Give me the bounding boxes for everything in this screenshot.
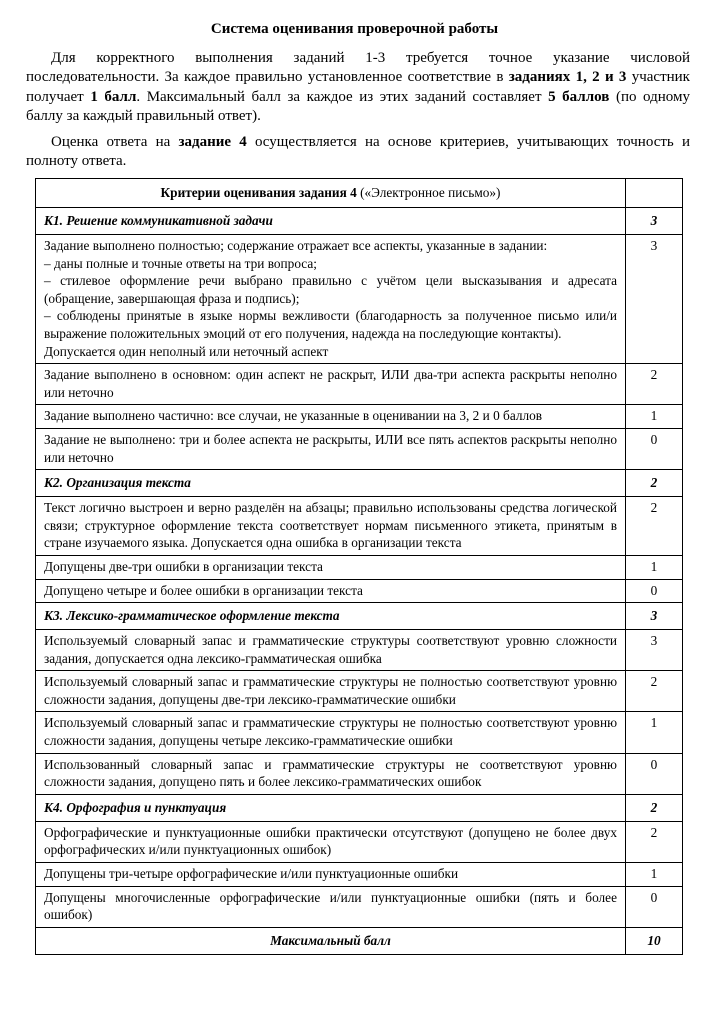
section-title: К1. Решение коммуникативной задачи — [36, 208, 626, 235]
intro1-run: Для корректного выполнения заданий 1-3 требуется точное указание числовой последовательности. За каждое правильно установленное соответствие в — [26, 50, 690, 86]
criteria-description — [36, 712, 626, 753]
score-cell: 3 — [626, 208, 683, 235]
score-cell: 0 — [626, 579, 683, 603]
score-cell: 1 — [626, 555, 683, 579]
table-header-score — [626, 179, 683, 208]
header-title-note: («Электронное письмо») — [356, 185, 501, 201]
score-cell: 3 — [626, 235, 683, 364]
criteria-line: Задание выполнено частично: все случаи, не указанные в оценивании на 3, 2 и 0 баллов — [44, 408, 543, 424]
criteria-row — [36, 671, 683, 712]
criteria-description — [36, 886, 626, 927]
criteria-line: – даны полные и точные ответы на три вопроса; — [44, 255, 317, 271]
table-header-row — [36, 179, 683, 208]
criteria-row — [36, 863, 683, 887]
intro1-run: участник получает — [26, 69, 690, 105]
intro1-run: . Максимальный балл за каждое из этих заданий составляет — [136, 88, 549, 105]
criteria-description — [36, 671, 626, 712]
criteria-line: Используемый словарный запас и грамматические структуры не полностью соответствуют уровню сложности задания, допущены две-три лексико-грамматические ошибки — [44, 674, 617, 707]
section-row — [36, 603, 683, 630]
score-cell: 1 — [626, 405, 683, 429]
criteria-row — [36, 428, 683, 469]
score-cell: 2 — [626, 821, 683, 862]
intro2-run: задание 4 — [178, 134, 247, 150]
criteria-line: Текст логично выстроен и верно разделён на абзацы; правильно использованы средства логической связи; структурное оформление текста соответствует нормам письменного этикета, принятым в стране изучаемого языка. Допускается одна ошибка в организации текста — [44, 500, 617, 551]
criteria-line: Задание не выполнено: три и более аспекта не раскрыты, ИЛИ все пять аспектов раскрыты неполно или неточно — [44, 431, 617, 465]
criteria-line: Допущены многочисленные орфографические и/или пунктуационные ошибки (пять и более ошибок) — [44, 889, 617, 923]
section-row — [36, 470, 683, 497]
criteria-line: – стилевое оформление речи выбрано правильно с учётом цели высказывания и адресата (обращение, завершающая фраза и подпись); — [44, 273, 617, 306]
criteria-row — [36, 821, 683, 862]
score-cell: 2 — [626, 497, 683, 556]
criteria-row — [36, 497, 683, 556]
criteria-row — [36, 712, 683, 753]
score-cell: 1 — [626, 712, 683, 753]
criteria-description — [36, 753, 626, 794]
criteria-line: Задание выполнено полностью; содержание отражает все аспекты, указанные в задании: — [44, 238, 548, 253]
criteria-row — [36, 405, 683, 429]
criteria-row — [36, 886, 683, 927]
criteria-line: Допускается один неполный или неточный аспект — [44, 343, 329, 359]
table-header-title — [36, 179, 626, 208]
intro1-run: заданиях 1, 2 и 3 — [508, 69, 627, 86]
score-cell: 2 — [626, 794, 683, 821]
score-cell: 2 — [626, 671, 683, 712]
intro2-run: осуществляется на основе критериев, учитывающих точность и полноту ответа. — [26, 134, 690, 170]
score-cell: 2 — [626, 364, 683, 405]
intro-paragraph-1 — [26, 49, 690, 126]
header-title-bold: Критерии оценивания задания 4 — [160, 185, 357, 201]
page-title: Система оценивания проверочной работы — [210, 21, 499, 37]
intro-paragraph-2 — [26, 133, 690, 172]
intro2-run: Оценка ответа на — [51, 134, 179, 150]
criteria-line: Задание выполнено в основном: один аспект не раскрыт, ИЛИ два-три аспекта раскрыты неполно или неточно — [44, 367, 617, 400]
total-row — [36, 927, 683, 954]
intro1-run: 1 балл — [90, 88, 137, 105]
score-cell: 0 — [626, 886, 683, 927]
total-label: Максимальный балл — [36, 927, 626, 954]
criteria-description — [36, 364, 626, 405]
section-title: К3. Лексико-грамматическое оформление текста — [36, 603, 626, 630]
score-cell: 0 — [626, 753, 683, 794]
criteria-line: Допущены две-три ошибки в организации текста — [44, 558, 323, 574]
score-cell: 2 — [626, 470, 683, 497]
score-cell: 3 — [626, 630, 683, 671]
criteria-row — [36, 364, 683, 405]
score-cell: 0 — [626, 428, 683, 469]
score-cell: 3 — [626, 603, 683, 630]
section-row — [36, 794, 683, 821]
criteria-line: Использованный словарный запас и грамматические структуры не соответствуют уровню сложности задания, допущено пять и более лексико-грамматических ошибок — [44, 756, 617, 790]
criteria-description — [36, 579, 626, 603]
criteria-row — [36, 753, 683, 794]
section-title: К4. Орфография и пунктуация — [36, 794, 626, 821]
criteria-description — [36, 235, 626, 364]
criteria-description — [36, 555, 626, 579]
criteria-row — [36, 555, 683, 579]
criteria-line: Используемый словарный запас и грамматические структуры не полностью соответствуют уровню сложности задания, допущены четыре лексико-грамматические ошибки — [44, 715, 617, 749]
criteria-row — [36, 235, 683, 364]
criteria-line: Допущены три-четыре орфографические и/или пунктуационные ошибки — [44, 866, 459, 882]
criteria-description — [36, 405, 626, 429]
criteria-line: Орфографические и пунктуационные ошибки практически отсутствуют (допущено не более двух орфографических и/или пунктуационных ошибок) — [44, 824, 617, 858]
section-title: К2. Организация текста — [36, 470, 626, 497]
criteria-description — [36, 428, 626, 469]
criteria-line: Допущено четыре и более ошибки в организации текста — [44, 582, 363, 598]
criteria-table — [35, 178, 683, 955]
criteria-line: – соблюдены принятые в языке нормы вежливости (благодарность за полученное письмо или/и выражение положительных эмоций от его получения, надежда на последующие контакты). — [44, 308, 617, 341]
criteria-row — [36, 579, 683, 603]
total-score: 10 — [626, 927, 683, 954]
criteria-row — [36, 630, 683, 671]
criteria-description — [36, 821, 626, 862]
section-row — [36, 208, 683, 235]
criteria-line: Используемый словарный запас и грамматические структуры соответствуют уровню сложности задания, допускается одна лексико-грамматическая ошибка — [44, 633, 617, 666]
criteria-description — [36, 630, 626, 671]
intro1-run: 5 баллов — [548, 88, 610, 105]
intro1-run: (по одному баллу за каждый правильный ответ). — [26, 88, 690, 124]
score-cell: 1 — [626, 863, 683, 887]
criteria-description — [36, 863, 626, 887]
criteria-description — [36, 497, 626, 556]
